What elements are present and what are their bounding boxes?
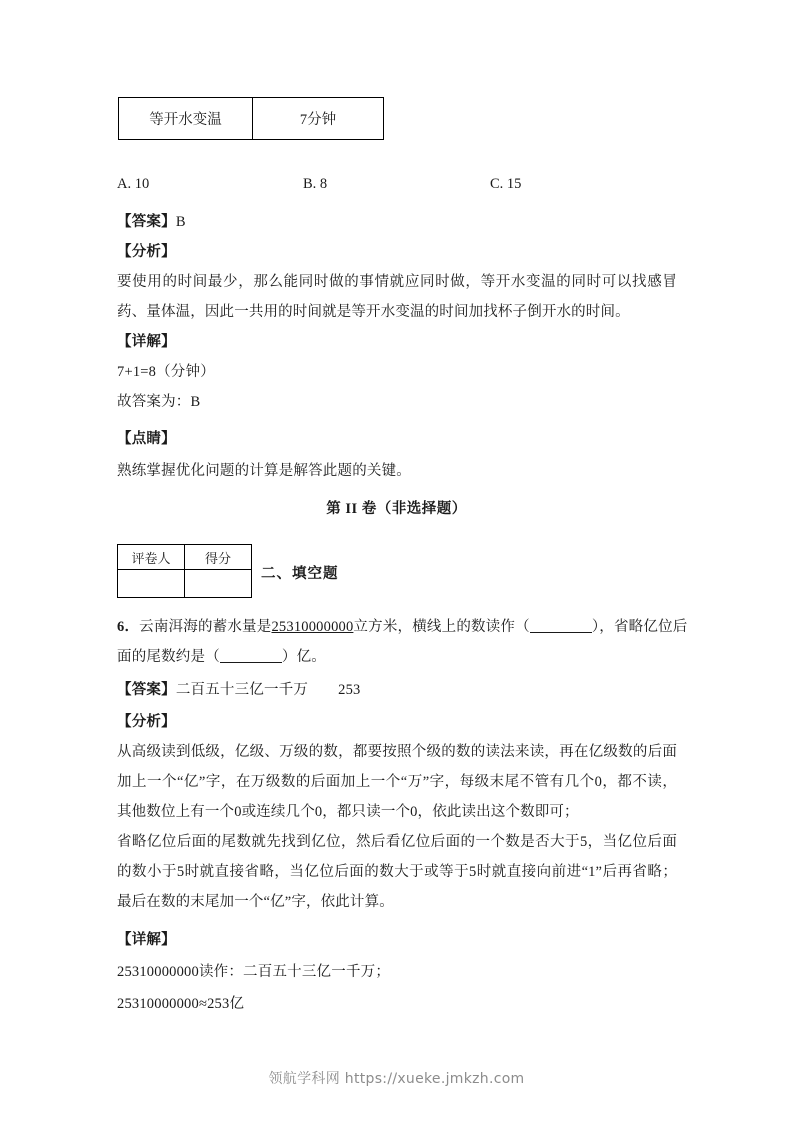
option-b-key: B.: [303, 176, 317, 192]
section-title-fill-in-blank: 二、填空题: [261, 566, 339, 582]
task-activity-cell: 等开水变温: [119, 98, 253, 140]
option-b: [303, 176, 327, 193]
question6-stem-number: 25310000000: [271, 619, 354, 635]
question6-detail-line2: 25310000000≈253亿: [117, 996, 245, 1012]
question5-highlight-tag: [117, 424, 677, 454]
question6-answer-value2: 253: [338, 682, 361, 698]
question6-blank-1[interactable]: [530, 632, 592, 633]
question5-highlight-text: 熟练掌握优化问题的计算是解答此题的关键。: [117, 463, 411, 479]
question5-detail-line1: 7+1=8（分钟）: [117, 364, 215, 380]
task-duration-cell: 7分钟: [253, 98, 384, 140]
score-table-value-score[interactable]: [185, 570, 252, 598]
question6-blank-2[interactable]: [220, 662, 282, 663]
question5-analysis-tag: [117, 237, 677, 267]
answer-value: B: [175, 214, 186, 230]
option-b-value: 8: [319, 176, 328, 192]
score-table-value-reviewer[interactable]: [118, 570, 185, 598]
question6-number: 6．: [117, 619, 140, 635]
analysis-tag-text: 【分析】: [117, 244, 176, 260]
question6-detail-tag: [117, 925, 677, 955]
volume-heading: 第 II 卷（非选择题）: [326, 501, 467, 517]
question6-analysis-tag-text: 【分析】: [117, 714, 176, 730]
option-c: [490, 176, 521, 193]
question6-stem-part3: ），省略亿位后: [591, 619, 688, 635]
question6-stem-part2: 立方米，横线上的数读作（: [353, 619, 530, 635]
question6-analysis-para1: 从高级读到低级，亿级、万级的数，都要按照个级的数的读法来读，再在亿级数的后面加上一个“亿”字，在万级数的后面加上一个“万”字，每级末尾不管有几个0，都不读，其他数位上有一个0或连续几个0，都只读一个0，依此读出这个数即可；: [117, 744, 677, 820]
task-table: [118, 97, 384, 140]
question6-detail-tag-text: 【详解】: [117, 932, 176, 948]
table-row: [118, 570, 252, 598]
score-table: [117, 544, 252, 598]
question6-stem-line2: [117, 642, 677, 672]
question6-stem-line2-part2: ）亿。: [281, 649, 327, 665]
question6-detail-line1: 25310000000读作：二百五十三亿一千万；: [117, 964, 391, 980]
table-row: [119, 98, 384, 140]
question6-answer-tag: 【答案】: [117, 682, 176, 698]
footer-watermark: [0, 1068, 793, 1088]
question5-detail-tag: [117, 327, 677, 357]
question6-analysis-tag: [117, 707, 677, 737]
question5-detail-line2: 故答案为：B: [117, 394, 201, 410]
question6-stem-part1: 云南洱海的蓄水量是: [139, 619, 272, 635]
option-a: [117, 176, 149, 193]
footer-url: https://xueke.jmkzh.com: [344, 1071, 525, 1087]
question6-stem-line1: [117, 612, 688, 642]
detail-tag-text: 【详解】: [117, 334, 176, 350]
question5-answer-line: [117, 207, 677, 237]
question6-analysis-para2: 省略亿位后面的尾数就先找到亿位，然后看亿位后面的一个数是否大于5，当亿位后面的数小于5时就直接省略，当亿位后面的数大于或等于5时就直接向前进“1”后再省略；最后在数的末尾加一个“亿”字，依此计算。: [117, 834, 677, 910]
question6-stem-line2-part1: 面的尾数约是（: [117, 649, 220, 665]
table-row: [118, 545, 252, 570]
score-table-header-score: 得分: [185, 545, 252, 570]
option-c-value: 15: [506, 176, 522, 192]
question5-analysis-text: 要使用的时间最少，那么能同时做的事情就应同时做，等开水变温的同时可以找感冒药、量体温，因此一共用的时间就是等开水变温的时间加找杯子倒开水的时间。: [117, 274, 677, 320]
question5-options: [117, 176, 677, 200]
footer-site-name: 领航学科网: [268, 1071, 340, 1087]
score-table-header-reviewer: 评卷人: [118, 545, 185, 570]
option-a-value: 10: [134, 176, 150, 192]
option-c-key: C.: [490, 176, 504, 192]
question6-answer-line: [117, 675, 677, 705]
option-a-key: A.: [117, 176, 132, 192]
highlight-tag-text: 【点睛】: [117, 431, 176, 447]
answer-tag: 【答案】: [117, 214, 176, 230]
question6-answer-value1: 二百五十三亿一千万: [175, 682, 309, 698]
